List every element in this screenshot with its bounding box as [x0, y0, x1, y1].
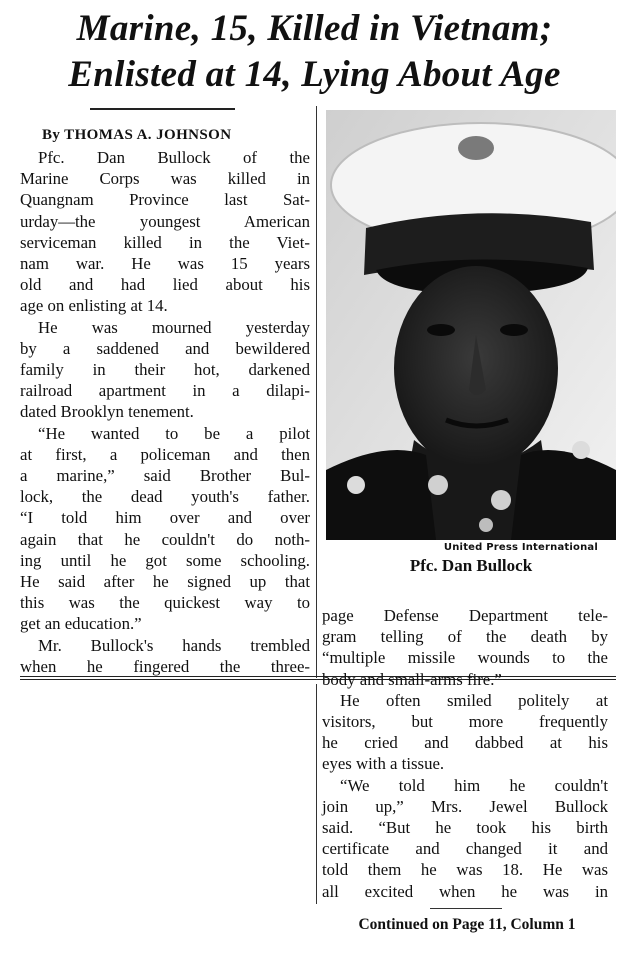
headline-line-1: Marine, 15, Killed in Vietnam;	[76, 8, 553, 49]
text-line: a marine,” said Brother Bul-	[20, 466, 310, 486]
text-line: ing until he got some schooling.	[20, 550, 310, 570]
text-line: railroad apartment in a dilapi-	[20, 381, 310, 401]
column-divider-upper	[316, 106, 317, 678]
text-line: he cried and dabbed at his	[322, 733, 608, 753]
headline-line-2: Enlisted at 14, Lying About Age	[68, 54, 561, 95]
text-line: again that he couldn't do noth-	[20, 529, 310, 549]
text-line: “I told him over and over	[20, 508, 310, 528]
text-line: He was mourned yesterday	[38, 317, 310, 337]
text-line: visitors, but more frequently	[322, 712, 608, 732]
text-line: when he fingered the three-	[20, 656, 310, 676]
continued-rule	[430, 908, 502, 909]
text-line: get an education.”	[20, 614, 142, 634]
text-line: told them he was 18. He was	[322, 860, 608, 880]
portrait-photo	[326, 110, 616, 540]
text-line: serviceman killed in the Viet-	[20, 232, 310, 252]
text-line: eyes with a tissue.	[322, 754, 445, 774]
text-line: lock, the dead youth's father.	[20, 487, 310, 507]
byline: By THOMAS A. JOHNSON	[42, 127, 232, 143]
text-line: old and had lied about his	[20, 275, 310, 295]
text-line: nam war. He was 15 years	[20, 254, 310, 274]
headline	[12, 6, 617, 98]
text-line: Mr. Bullock's hands trembled	[38, 635, 310, 655]
text-line: “We told him he couldn't	[340, 775, 608, 795]
text-line: said. “But he took his birth	[322, 818, 608, 838]
text-line: Marine Corps was killed in	[20, 169, 310, 189]
text-line: this was the quickest way to	[20, 593, 310, 613]
text-line: urday—the youngest American	[20, 211, 310, 231]
left-column	[20, 147, 310, 677]
text-line: “He wanted to be a pilot	[38, 423, 310, 443]
text-line: by a saddened and bewildered	[20, 338, 310, 358]
headline-rule	[90, 108, 235, 110]
text-line: body and small-arms fire.”	[322, 669, 502, 689]
text-line: Quangnam Province last Sat-	[20, 190, 310, 210]
text-line: gram telling of the death by	[322, 627, 608, 647]
photo-credit: United Press International	[443, 542, 598, 553]
text-line: at first, a policeman and then	[20, 444, 310, 464]
continued-line: Continued on Page 11, Column 1	[358, 916, 576, 933]
text-line: family in their hot, darkened	[20, 360, 310, 380]
text-line: Pfc. Dan Bullock of the	[38, 148, 310, 167]
text-line: He often smiled politely at	[340, 690, 608, 710]
text-line: He said after he signed up that	[20, 572, 310, 592]
text-line: “multiple missile wounds to the	[322, 648, 608, 668]
photo-caption: Pfc. Dan Bullock	[409, 556, 533, 575]
text-line: join up,” Mrs. Jewel Bullock	[322, 796, 608, 816]
text-line: age on enlisting at 14.	[20, 296, 168, 316]
right-column	[322, 605, 608, 902]
text-line: page Defense Department tele-	[322, 606, 608, 625]
text-line: certificate and changed it and	[322, 839, 608, 859]
column-divider-lower	[316, 684, 317, 904]
text-line: all excited when he was in	[322, 881, 608, 901]
text-line: dated Brooklyn tenement.	[20, 402, 194, 422]
